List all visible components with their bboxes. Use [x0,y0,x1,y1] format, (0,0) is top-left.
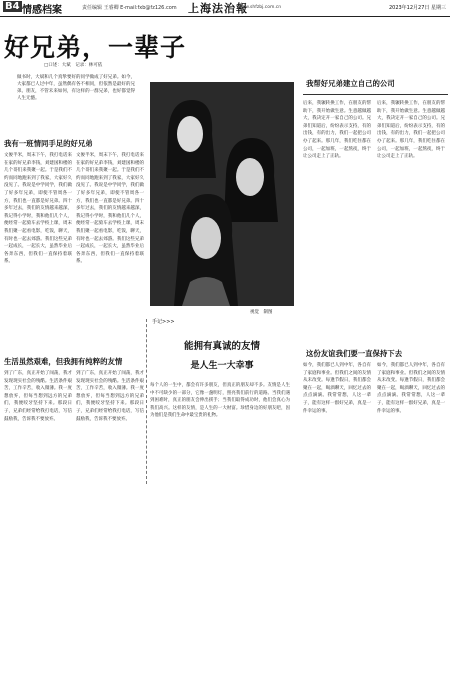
section-body-2a: 到了广东，真正开始了闯荡，我才发现现实社会的残酷。生活条件艰苦，工作辛苦，收入微薄。我一度想放弃，但每当想到远方的兄弟们，我便咬牙坚持下来。那段日子，兄弟们经常给我打电话，写信鼓励我，告诉我不要放弃。 [4,371,72,422]
page-number: B4 [5,1,20,12]
section-body-1b: 文俊半米，周末下午，我打电话来在家的好兄弟李钱，刘建国和楼的几个哥们来我聚一起。于是我们不约而同地跑来到了我家，大家好久没见了。我说是中学同学，我们做了好多年兄弟，即使不管周各一方，我们也一直都是好兄弟。四十多年过去，我们的友情越来越深，我记得小学时，我和他们几个人，便经常一起骑车去学校上课，周末我们聚一起看电影，吃饭，聊天，有时也一起去郊游。我们这些兄弟一起成长，一起长大，虽然毕业后各奔东西，但我们一直保持着联系。 [76,153,144,265]
newspaper-url: www.shfzbj.com.cn [238,5,282,10]
section-body-1a: 文俊半米，周末下午，我打电话来在家的好兄弟李钱，刘建国和楼的几个哥们来我聚一起。于是我们不约而同地跑来到了我家，大家好久没见了。我说是中学同学，我们做了好多年兄弟，即使不管周各一方，我们也一直都是好兄弟。四十多年过去，我们的友情越来越深，我记得小学时，我和他们几个人，便经常一起骑车去学校上课，周末我们聚一起看电影，吃饭，聊天，有时也一起去郊游。我们这些兄弟一起成长，一起长大，虽然毕业后各奔东西，但我们一直保持着联系。 [4,153,72,265]
sidebar-label: 手记>>> [152,319,175,325]
section-heading-4: 这份友谊我们要一直保持下去 [306,349,403,358]
section-heading-1: 我有一班情同手足的好兄弟 [4,139,93,148]
divider-line [146,319,149,484]
section-body-3b: 后来，我辗转换工作，在朋友的帮助下，我开始做生意。生意越做越大，我决定开一家自己的公司。兄弟们知道后，纷纷表示支持，有的出钱，有的出力，我们一起把公司办了起来。那几年，我们吃住都在公司，一起加班，一起熬夜，终于让公司走上了正轨。 [377,101,445,160]
article-byline: □口述：大斌 记录：林可依 [44,63,103,68]
section-body-4b: 如今，我们都已人到中年，各自有了家庭和事业。但我们之间的友情从未改变。每逢节假日，我们都会聚在一起，喝酒聊天，回忆过去的点点滴滴。我常常想，人这一辈子，能有这样一群好兄弟，真是一件幸运的事。 [377,363,445,414]
sidebar-title-block [150,338,294,371]
heading-rule [303,94,448,95]
sidebar-title: 能拥有真诚的友情 [183,341,260,352]
article-lead: 做书时，大斌和几个真挚要好的同学做成了好兄弟。如今，大家都已人过中年，虽然偶有各不相同，但依然是最好的兄弟。朋友，不管未来如何，有这样的一群兄弟，也好都觉得人生无憾。 [17,75,135,101]
editor-info: 责任编辑 王睿卿 E-mail:fxb@fz126.com [82,5,177,11]
article-title: 好兄弟，一辈子 [4,33,187,62]
newspaper-logo: 上海法治報 [188,2,248,15]
section-body-2b: 到了广东，真正开始了闯荡，我才发现现实社会的残酷。生活条件艰苦，工作辛苦，收入微薄。我一度想放弃，但每当想到远方的兄弟们，我便咬牙坚持下来。那段日子，兄弟们经常给我打电话，写信鼓励我，告诉我不要放弃。 [76,371,144,422]
section-heading-3: 我帮好兄弟建立自己的公司 [306,79,395,88]
sidebar-subtitle: 是人生一大幸事 [190,361,254,371]
section-name: 情感档案 [22,5,62,16]
page-header [0,0,450,17]
issue-date: 2023年12月27日 星期三 [388,5,446,11]
photo-caption: 视觉 制图 [250,310,273,315]
section-body-4a: 如今，我们都已人到中年，各自有了家庭和事业。但我们之间的友情从未改变。每逢节假日，我们都会聚在一起，喝酒聊天，回忆过去的点点滴滴。我常常想，人这一辈子，能有这样一群好兄弟，真是一件幸运的事。 [303,363,371,414]
illustration-image [150,82,294,306]
sidebar-text: 每个人的一生中，都会有许多朋友，但真正的朋友却不多。友情是人生中不可缺少的一部分，它像一盏明灯，照亮我们前行的道路。当我们遇到困难时，真正的朋友会伸出援手；当我们取得成功时，他们会真心为我们高兴。这样的友情，是人生的一大财富。珍惜身边的好朋友吧，因为他们是我们生命中最宝贵的礼物。 [150,383,290,419]
section-body-3a: 后来，我辗转换工作，在朋友的帮助下，我开始做生意。生意越做越大，我决定开一家自己的公司。兄弟们知道后，纷纷表示支持，有的出钱，有的出力，我们一起把公司办了起来。那几年，我们吃住都在公司，一起加班，一起熬夜，终于让公司走上了正轨。 [303,101,371,160]
section-heading-2: 生活虽然艰难，但我拥有纯粹的友情 [4,357,123,366]
